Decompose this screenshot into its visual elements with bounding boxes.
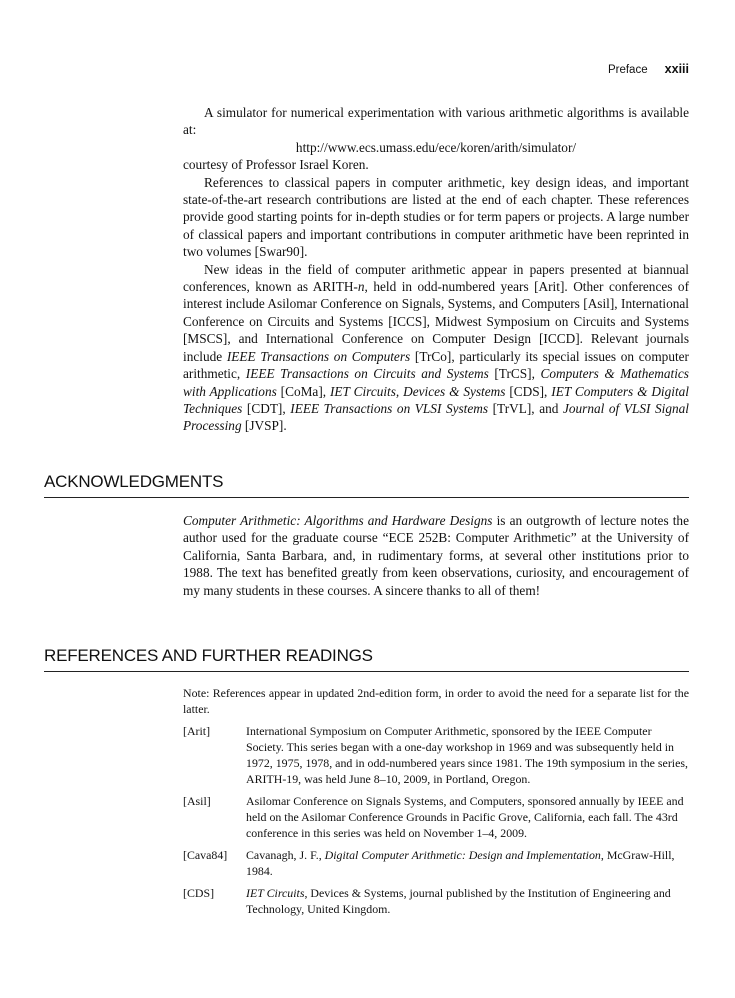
courtesy-line: courtesy of Professor Israel Koren. xyxy=(183,157,369,173)
intro-section xyxy=(183,104,689,435)
acknowledgments-heading: ACKNOWLEDGMENTS xyxy=(44,472,689,498)
references-note: Note: References appear in updated 2nd-edition form, in order to avoid the need for a separate list for the latter. xyxy=(183,686,689,716)
references-paragraph: References to classical papers in computer arithmetic, key design ideas, and important state-of-the-art research contributions are listed at the end of each chapter. These references provide good starting points for in-depth studies or for term papers or projects. A large number of classical papers and important contributions in computer arithmetic have been reprinted in two volumes [Swar90]. xyxy=(183,174,689,260)
references-list xyxy=(183,685,689,923)
running-head xyxy=(608,62,689,76)
simulator-paragraph: A simulator for numerical experimentation with various arithmetic algorithms is available at: xyxy=(183,105,689,138)
reference-text: Asilomar Conference on Signals Systems, and Computers, sponsored annually by IEEE and held on the Asilomar Conference Grounds in Pacific Grove, California, each fall. The 43rd conference in this series was held on November 1–4, 2009. xyxy=(246,794,684,840)
references-heading: REFERENCES AND FURTHER READINGS xyxy=(44,646,689,672)
reference-item xyxy=(183,793,689,841)
new-ideas-paragraph: New ideas in the field of computer arithmetic appear in papers presented at biannual conferences, known as ARITH-n, held in odd-numbered years [Arit]. Other conferences of interest include Asilomar Conference on Signals, Systems, and Computers [Asil], International Conference on Circuits and Systems [ICCS], Midwest Symposium on Circuits and Systems [MSCS], and International Conference on Computer Design [ICCD]. Relevant journals include IEEE Transactions on Computers [TrCo], particularly its special issues on computer arithmetic, IEEE Transactions on Circuits and Systems [TrCS], Computers & Mathematics with Applications [CoMa], IET Circuits, Devices & Systems [CDS], IET Computers & Digital Techniques [CDT], IEEE Transactions on VLSI Systems [TrVL], and Journal of VLSI Signal Processing [JVSP]. xyxy=(183,261,690,434)
page-number: xxiii xyxy=(664,62,689,76)
reference-item xyxy=(183,885,689,917)
reference-key: [CDS] xyxy=(183,886,215,900)
acknowledgments-paragraph: Computer Arithmetic: Algorithms and Hardware Designs is an outgrowth of lecture notes the author used for the graduate course “ECE 252B: Computer Arithmetic” at the University of California, Santa Barbara, and, in rudimentary forms, at several other institutions prior to 1988. The text has benefited greatly from keen observations, curiosity, and encouragement of my many students in these courses. A sincere thanks to all of them! xyxy=(183,513,689,598)
reference-key: [Cava84] xyxy=(183,848,228,862)
reference-text: IET Circuits, Devices & Systems, journal published by the Institution of Engineering and Technology, United Kingdom. xyxy=(246,886,671,916)
reference-key: [Asil] xyxy=(183,794,211,808)
simulator-url: http://www.ecs.umass.edu/ece/koren/arith/simulator/ xyxy=(295,139,577,155)
book-title: Computer Arithmetic: Algorithms and Hardware Designs xyxy=(183,513,493,528)
reference-key: [Arit] xyxy=(183,724,211,738)
reference-item xyxy=(183,847,689,879)
reference-text: Cavanagh, J. F., Digital Computer Arithmetic: Design and Implementation, McGraw-Hill, 1984. xyxy=(246,848,675,878)
reference-item xyxy=(183,723,689,787)
running-head-section: Preface xyxy=(607,64,648,76)
reference-text: International Symposium on Computer Arithmetic, sponsored by the IEEE Computer Society. This series began with a one-day workshop in 1969 and was subsequently held in 1972, 1975, 1978, and in odd-numbered years since 1981. The 19th symposium in the series, ARITH-19, was held June 8–10, 2009, in Portland, Oregon. xyxy=(246,724,688,786)
acknowledgments-section xyxy=(183,512,689,599)
